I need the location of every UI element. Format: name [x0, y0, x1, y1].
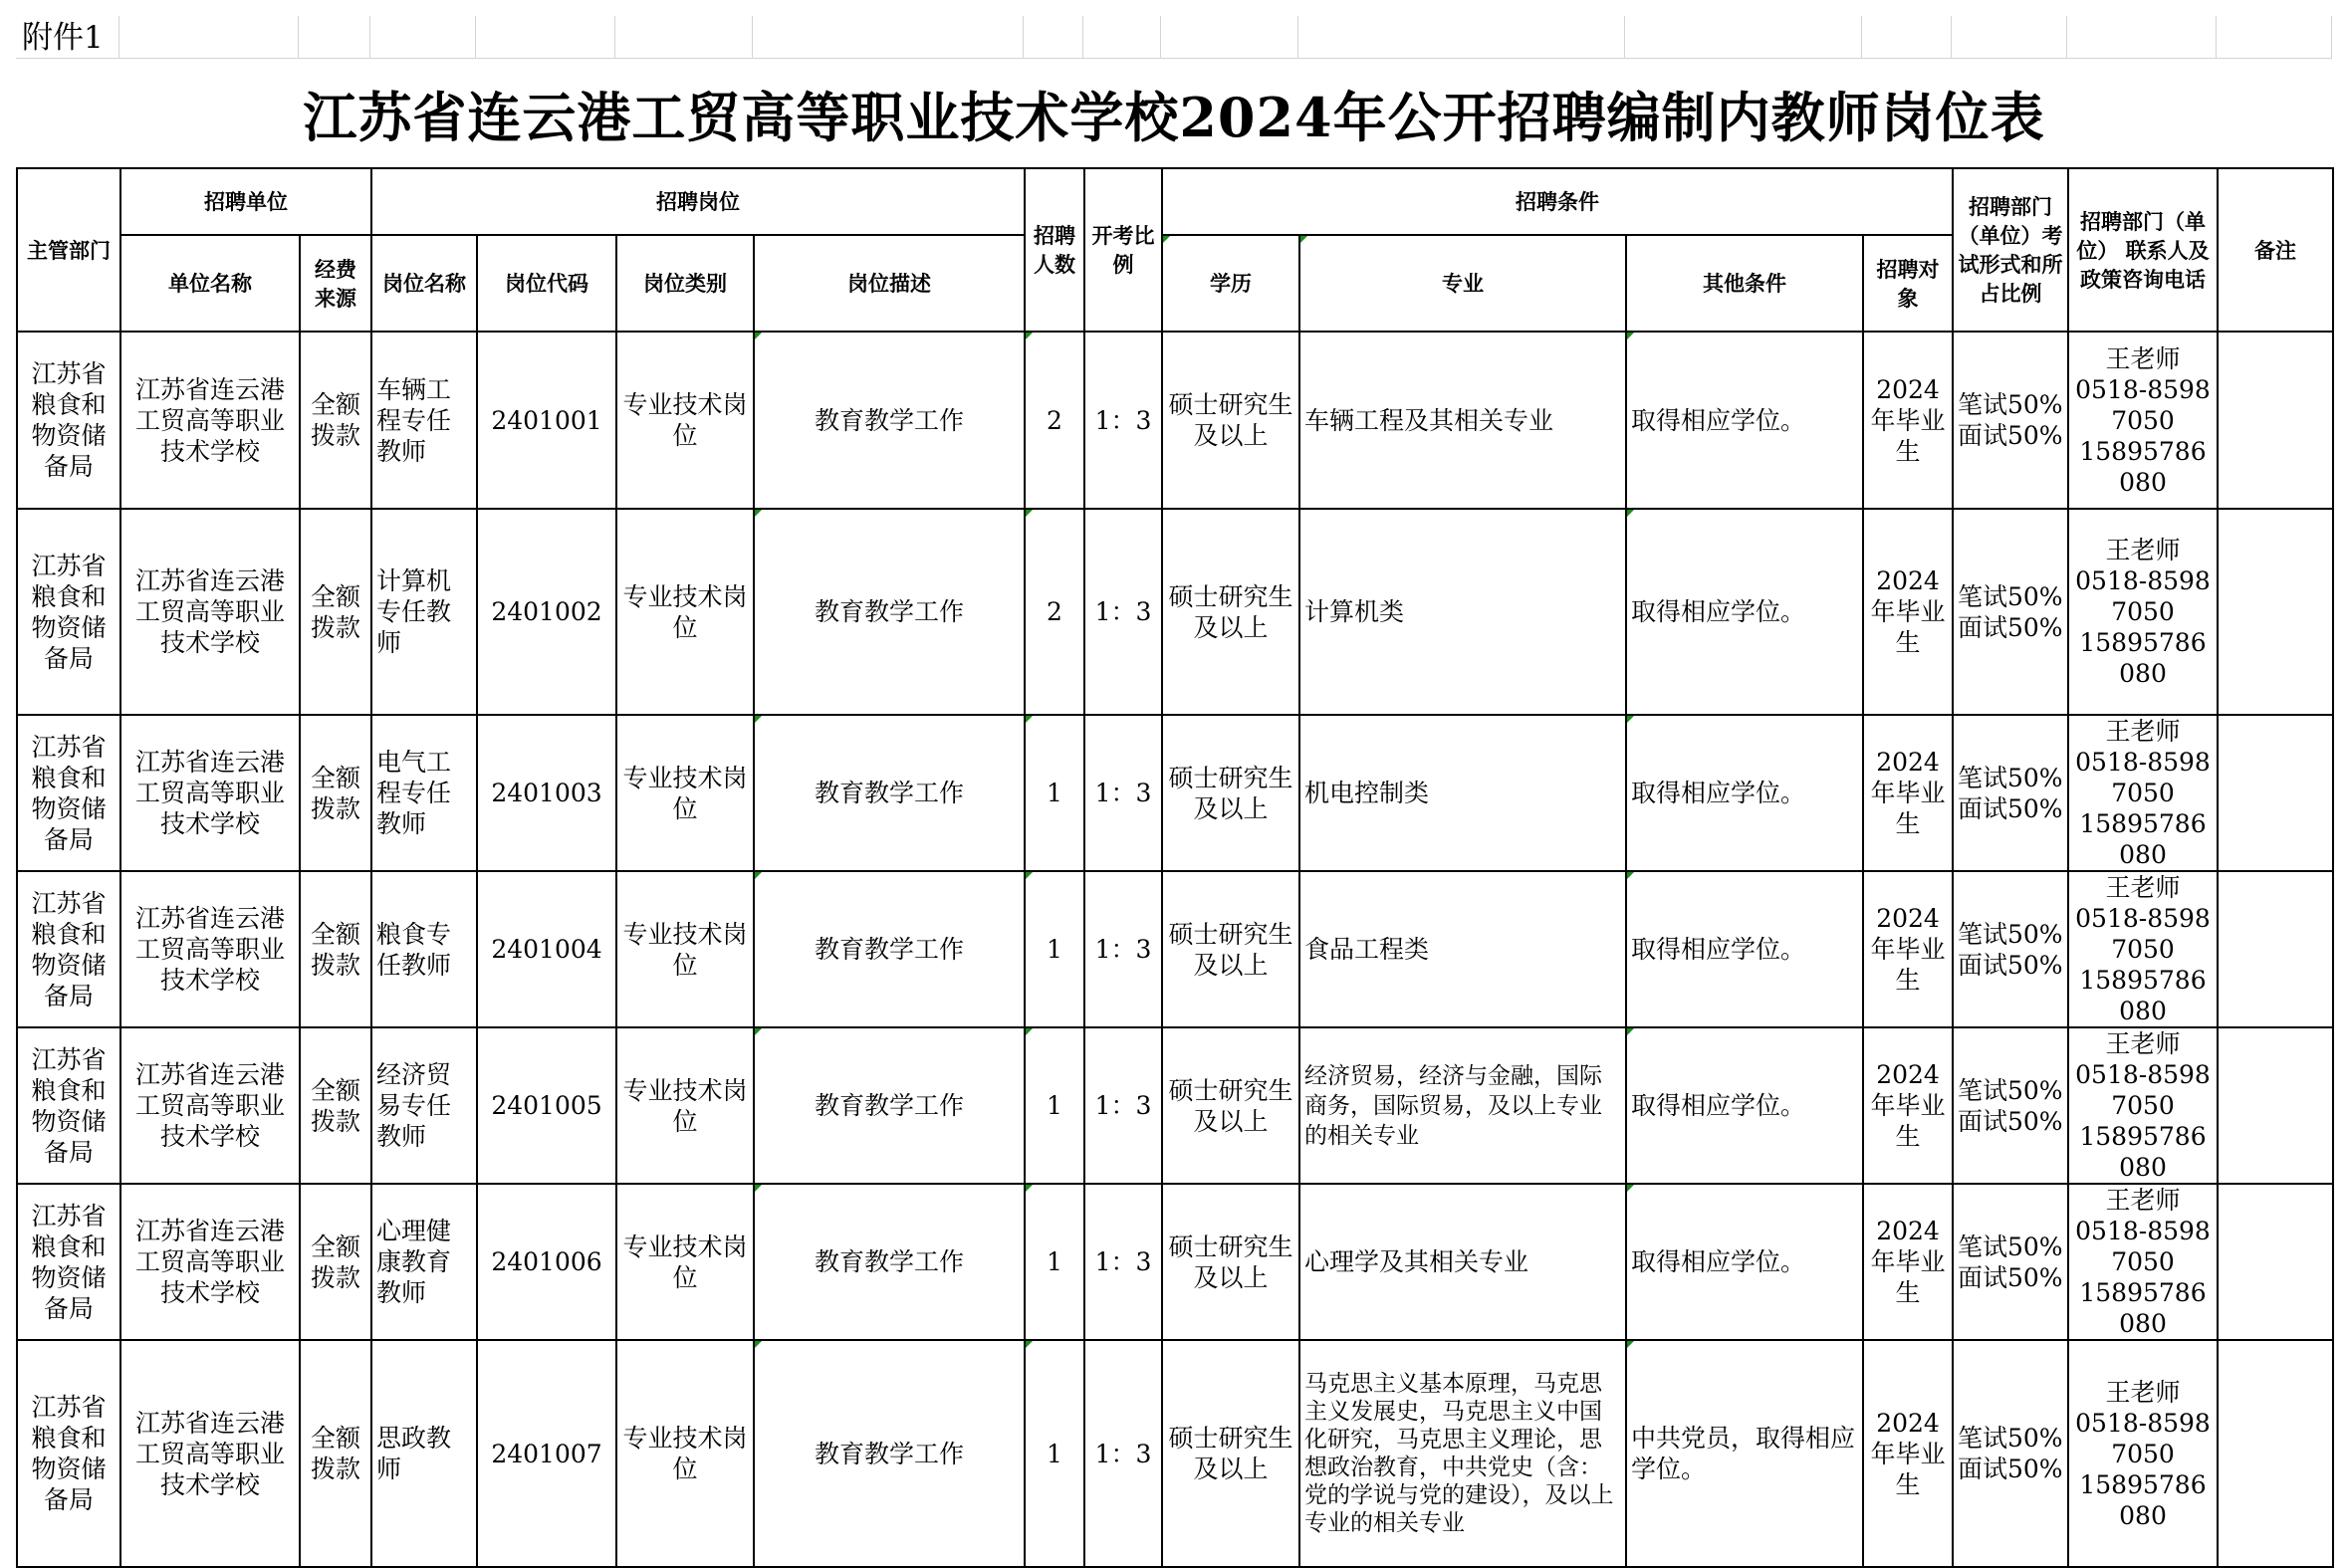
cell-ratio: 1：3 [1084, 871, 1162, 1027]
header-post-code: 岗位代码 [477, 235, 616, 332]
cell-target: 2024年毕业生 [1863, 332, 1953, 509]
cell-dept: 江苏省粮食和物资储备局 [17, 1184, 120, 1340]
header-count: 招聘人数 [1025, 168, 1084, 332]
cell-exam: 笔试50%面试50% [1953, 715, 2068, 871]
cell-desc: 教育教学工作 [754, 1184, 1025, 1340]
cell-unit: 江苏省连云港工贸高等职业技术学校 [120, 509, 300, 715]
header-remark: 备注 [2218, 168, 2333, 332]
cell-major: 经济贸易，经济与金融，国际商务，国际贸易，及以上专业的相关专业 [1299, 1027, 1626, 1184]
cell-contact [2068, 332, 2218, 509]
cell-type: 专业技术岗位 [616, 509, 754, 715]
cell-ratio: 1：3 [1084, 1340, 1162, 1567]
cell-funding: 全额拨款 [300, 1027, 371, 1184]
cell-contact [2068, 871, 2218, 1027]
table-row [17, 1340, 2333, 1567]
cell-remark [2218, 509, 2333, 715]
cell-funding: 全额拨款 [300, 1184, 371, 1340]
contact-tel: 0518-85987050 [2075, 1060, 2211, 1120]
cell-unit: 江苏省连云港工贸高等职业技术学校 [120, 1027, 300, 1184]
cell-exam: 笔试50%面试50% [1953, 1340, 2068, 1567]
cell-ratio: 1：3 [1084, 715, 1162, 871]
cell-code: 2401007 [477, 1340, 616, 1567]
cell-count: 1 [1025, 1184, 1084, 1340]
cell-funding: 全额拨款 [300, 871, 371, 1027]
cell-post: 思政教师 [371, 1340, 477, 1567]
table-row [17, 871, 2333, 1027]
contact-name: 王老师 [2105, 343, 2181, 373]
cell-count: 2 [1025, 509, 1084, 715]
recruitment-table [16, 167, 2334, 1568]
cell-remark [2218, 1340, 2333, 1567]
cell-unit: 江苏省连云港工贸高等职业技术学校 [120, 871, 300, 1027]
cell-exam: 笔试50%面试50% [1953, 332, 2068, 509]
cell-contact [2068, 1340, 2218, 1567]
cell-exam: 笔试50%面试50% [1953, 509, 2068, 715]
header-post-type: 岗位类别 [616, 235, 754, 332]
header-funding: 经费来源 [300, 235, 371, 332]
cell-edu: 硕士研究生及以上 [1162, 1184, 1299, 1340]
cell-ratio: 1：3 [1084, 509, 1162, 715]
header-major: 专业 [1299, 235, 1626, 332]
contact-tel: 0518-85987050 [2075, 748, 2211, 807]
cell-target: 2024年毕业生 [1863, 509, 1953, 715]
cell-count: 2 [1025, 332, 1084, 509]
cell-ratio: 1：3 [1084, 1027, 1162, 1184]
cell-ratio: 1：3 [1084, 332, 1162, 509]
header-other: 其他条件 [1626, 235, 1863, 332]
cell-desc: 教育教学工作 [754, 1340, 1025, 1567]
contact-tel: 0518-85987050 [2075, 1217, 2211, 1276]
cell-unit: 江苏省连云港工贸高等职业技术学校 [120, 1184, 300, 1340]
cell-desc: 教育教学工作 [754, 871, 1025, 1027]
cell-type: 专业技术岗位 [616, 715, 754, 871]
contact-mobile: 15895786080 [2079, 628, 2207, 688]
contact-mobile: 15895786080 [2079, 1469, 2207, 1530]
cell-remark [2218, 332, 2333, 509]
cell-edu: 硕士研究生及以上 [1162, 871, 1299, 1027]
contact-mobile: 15895786080 [2079, 966, 2207, 1025]
contact-tel: 0518-85987050 [2075, 904, 2211, 964]
cell-other: 取得相应学位。 [1626, 1184, 1863, 1340]
cell-desc: 教育教学工作 [754, 332, 1025, 509]
header-unit-name: 单位名称 [120, 235, 300, 332]
header-post-desc: 岗位描述 [754, 235, 1025, 332]
header-post-group: 招聘岗位 [371, 168, 1025, 235]
cell-contact [2068, 1027, 2218, 1184]
cell-desc: 教育教学工作 [754, 715, 1025, 871]
cell-contact [2068, 715, 2218, 871]
contact-name: 王老师 [2105, 1029, 2181, 1058]
contact-mobile: 15895786080 [2079, 436, 2207, 497]
cell-type: 专业技术岗位 [616, 332, 754, 509]
header-education: 学历 [1162, 235, 1299, 332]
cell-code: 2401006 [477, 1184, 616, 1340]
cell-edu: 硕士研究生及以上 [1162, 1340, 1299, 1567]
cell-other: 取得相应学位。 [1626, 509, 1863, 715]
header-exam: 招聘部门（单位）考试形式和所占比例 [1953, 168, 2068, 332]
header-target: 招聘对象 [1863, 235, 1953, 332]
cell-unit: 江苏省连云港工贸高等职业技术学校 [120, 1340, 300, 1567]
contact-name: 王老师 [2105, 717, 2181, 746]
cell-post: 经济贸易专任教师 [371, 1027, 477, 1184]
cell-unit: 江苏省连云港工贸高等职业技术学校 [120, 332, 300, 509]
cell-funding: 全额拨款 [300, 715, 371, 871]
cell-funding: 全额拨款 [300, 509, 371, 715]
page-title: 江苏省连云港工贸高等职业技术学校2024年公开招聘编制内教师岗位表 [16, 58, 2332, 168]
cell-major: 马克思主义基本原理，马克思主义发展史，马克思主义中国化研究，马克思主义理论，思想政治教育，中共党史（含：党的学说与党的建设），及以上专业的相关专业 [1299, 1340, 1626, 1567]
cell-target: 2024年毕业生 [1863, 871, 1953, 1027]
cell-code: 2401005 [477, 1027, 616, 1184]
cell-code: 2401003 [477, 715, 616, 871]
contact-name: 王老师 [2105, 1186, 2181, 1215]
cell-edu: 硕士研究生及以上 [1162, 1027, 1299, 1184]
cell-count: 1 [1025, 715, 1084, 871]
cell-code: 2401002 [477, 509, 616, 715]
header-dept: 主管部门 [17, 168, 120, 332]
cell-dept: 江苏省粮食和物资储备局 [17, 715, 120, 871]
cell-dept: 江苏省粮食和物资储备局 [17, 1340, 120, 1567]
cell-type: 专业技术岗位 [616, 1184, 754, 1340]
cell-count: 1 [1025, 1340, 1084, 1567]
cell-count: 1 [1025, 871, 1084, 1027]
cell-type: 专业技术岗位 [616, 1027, 754, 1184]
table-row [17, 715, 2333, 871]
cell-other: 取得相应学位。 [1626, 1027, 1863, 1184]
cell-major: 计算机类 [1299, 509, 1626, 715]
contact-mobile: 15895786080 [2079, 1122, 2207, 1182]
contact-tel: 0518-85987050 [2075, 374, 2211, 435]
cell-edu: 硕士研究生及以上 [1162, 332, 1299, 509]
cell-post: 心理健康教育教师 [371, 1184, 477, 1340]
cell-target: 2024年毕业生 [1863, 715, 1953, 871]
contact-mobile: 15895786080 [2079, 809, 2207, 869]
cell-unit: 江苏省连云港工贸高等职业技术学校 [120, 715, 300, 871]
table-row [17, 1184, 2333, 1340]
cell-remark [2218, 871, 2333, 1027]
cell-type: 专业技术岗位 [616, 871, 754, 1027]
cell-major: 车辆工程及其相关专业 [1299, 332, 1626, 509]
header-post-name: 岗位名称 [371, 235, 477, 332]
cell-edu: 硕士研究生及以上 [1162, 509, 1299, 715]
cell-funding: 全额拨款 [300, 1340, 371, 1567]
cell-post: 粮食专任教师 [371, 871, 477, 1027]
blank-grid-row [16, 16, 2332, 58]
cell-ratio: 1：3 [1084, 1184, 1162, 1340]
cell-other: 中共党员，取得相应学位。 [1626, 1340, 1863, 1567]
header-contact: 招聘部门（单位） 联系人及政策咨询电话 [2068, 168, 2218, 332]
table-row [17, 509, 2333, 715]
cell-exam: 笔试50%面试50% [1953, 1184, 2068, 1340]
header-cond-group: 招聘条件 [1162, 168, 1953, 235]
cell-other: 取得相应学位。 [1626, 715, 1863, 871]
cell-exam: 笔试50%面试50% [1953, 871, 2068, 1027]
cell-count: 1 [1025, 1027, 1084, 1184]
cell-contact [2068, 509, 2218, 715]
cell-major: 心理学及其相关专业 [1299, 1184, 1626, 1340]
header-ratio: 开考比例 [1084, 168, 1162, 332]
cell-major: 机电控制类 [1299, 715, 1626, 871]
cell-code: 2401001 [477, 332, 616, 509]
table-row [17, 1027, 2333, 1184]
cell-funding: 全额拨款 [300, 332, 371, 509]
cell-major: 食品工程类 [1299, 871, 1626, 1027]
cell-post: 车辆工程专任教师 [371, 332, 477, 509]
cell-dept: 江苏省粮食和物资储备局 [17, 332, 120, 509]
table-row [17, 332, 2333, 509]
attachment-label: 附件1 [22, 20, 104, 56]
header-unit-group: 招聘单位 [120, 168, 371, 235]
cell-dept: 江苏省粮食和物资储备局 [17, 871, 120, 1027]
cell-edu: 硕士研究生及以上 [1162, 715, 1299, 871]
cell-exam: 笔试50%面试50% [1953, 1027, 2068, 1184]
contact-tel: 0518-85987050 [2075, 566, 2211, 626]
cell-post: 计算机专任教师 [371, 509, 477, 715]
contact-mobile: 15895786080 [2079, 1278, 2207, 1338]
contact-tel: 0518-85987050 [2075, 1408, 2211, 1468]
cell-other: 取得相应学位。 [1626, 332, 1863, 509]
cell-remark [2218, 1184, 2333, 1340]
cell-desc: 教育教学工作 [754, 1027, 1025, 1184]
cell-code: 2401004 [477, 871, 616, 1027]
cell-dept: 江苏省粮食和物资储备局 [17, 1027, 120, 1184]
cell-contact [2068, 1184, 2218, 1340]
cell-other: 取得相应学位。 [1626, 871, 1863, 1027]
cell-target: 2024年毕业生 [1863, 1340, 1953, 1567]
contact-name: 王老师 [2105, 873, 2181, 902]
contact-name: 王老师 [2105, 1377, 2181, 1407]
cell-remark [2218, 1027, 2333, 1184]
contact-name: 王老师 [2105, 536, 2181, 564]
cell-dept: 江苏省粮食和物资储备局 [17, 509, 120, 715]
cell-target: 2024年毕业生 [1863, 1027, 1953, 1184]
cell-target: 2024年毕业生 [1863, 1184, 1953, 1340]
cell-desc: 教育教学工作 [754, 509, 1025, 715]
cell-remark [2218, 715, 2333, 871]
cell-post: 电气工程专任教师 [371, 715, 477, 871]
cell-type: 专业技术岗位 [616, 1340, 754, 1567]
